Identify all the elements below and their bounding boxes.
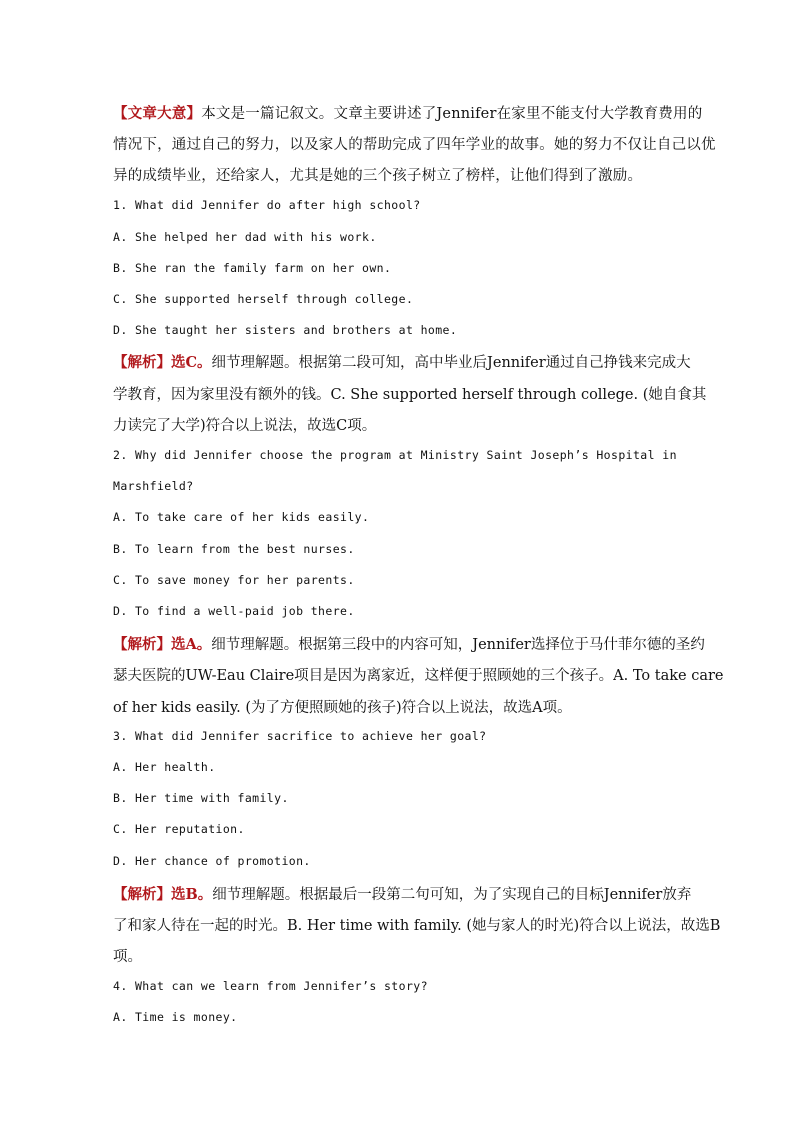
question-4-stem: 4. What can we learn from Jennifer’s story? xyxy=(113,979,428,993)
question-3-analysis-line-1 xyxy=(113,883,691,904)
question-3-option-b: B. Her time with family. xyxy=(113,791,289,805)
question-2-analysis-line-2: 瑟夫医院的UW-Eau Claire项目是因为离家近，这样便于照顾她的三个孩子。A. To take care xyxy=(113,668,724,684)
question-3-analysis-line-3: 项。 xyxy=(113,949,142,965)
question-1-option-b: B. She ran the family farm on her own. xyxy=(113,261,392,275)
analysis-tag: 【解析】 xyxy=(113,354,171,371)
summary-tag: 【文章大意】 xyxy=(113,105,202,122)
analysis-tag: 【解析】 xyxy=(113,886,171,903)
analysis-text: 细节理解题。根据第二段可知，高中毕业后Jennifer通过自己挣钱来完成大 xyxy=(211,355,691,371)
analysis-text: 细节理解题。根据第三段中的内容可知，Jennifer选择位于马什菲尔德的圣约 xyxy=(211,637,705,653)
answer-label: 选C。 xyxy=(171,354,212,371)
question-1-analysis-line-3: 力读完了大学)符合以上说法，故选C项。 xyxy=(113,418,377,434)
question-1-stem: 1. What did Jennifer do after high school? xyxy=(113,198,421,212)
summary-line-1 xyxy=(113,102,702,123)
answer-label: 选B。 xyxy=(171,886,213,903)
question-3-option-a: A. Her health. xyxy=(113,760,216,774)
analysis-text: 细节理解题。根据最后一段第二句可知，为了实现自己的目标Jennifer放弃 xyxy=(212,887,692,903)
question-2-option-c: C. To save money for her parents. xyxy=(113,573,355,587)
question-4-option-a: A. Time is money. xyxy=(113,1010,238,1024)
answer-label: 选A。 xyxy=(171,636,212,653)
question-1-analysis-line-1 xyxy=(113,351,691,372)
summary-line-2: 情况下，通过自己的努力，以及家人的帮助完成了四年学业的故事。她的努力不仅让自己以优 xyxy=(113,137,716,153)
question-2-analysis-line-1 xyxy=(113,633,705,654)
question-2-option-d: D. To find a well-paid job there. xyxy=(113,604,355,618)
question-1-analysis-line-2: 学教育，因为家里没有额外的钱。C. She supported herself through college. (她自食其 xyxy=(113,387,707,403)
question-3-option-c: C. Her reputation. xyxy=(113,822,245,836)
question-1-option-c: C. She supported herself through college. xyxy=(113,292,414,306)
question-2-option-a: A. To take care of her kids easily. xyxy=(113,510,370,524)
question-3-stem: 3. What did Jennifer sacrifice to achieve her goal? xyxy=(113,729,487,743)
question-2-option-b: B. To learn from the best nurses. xyxy=(113,542,355,556)
summary-line-3: 异的成绩毕业，还给家人，尤其是她的三个孩子树立了榜样，让他们得到了激励。 xyxy=(113,168,643,184)
question-1-option-d: D. She taught her sisters and brothers at home. xyxy=(113,323,458,337)
analysis-tag: 【解析】 xyxy=(113,636,171,653)
question-3-option-d: D. Her chance of promotion. xyxy=(113,854,311,868)
question-2-analysis-line-3: of her kids easily. (为了方便照顾她的孩子)符合以上说法，故选A项。 xyxy=(113,700,572,716)
question-2-stem-line-2: Marshfield? xyxy=(113,479,194,493)
question-3-analysis-line-2: 了和家人待在一起的时光。B. Her time with family. (她与家人的时光)符合以上说法，故选B xyxy=(113,918,721,934)
summary-text-1: 本文是一篇记叙文。文章主要讲述了Jennifer在家里不能支付大学教育费用的 xyxy=(201,106,703,122)
question-1-option-a: A. She helped her dad with his work. xyxy=(113,230,377,244)
question-2-stem-line-1: 2. Why did Jennifer choose the program at Ministry Saint Joseph’s Hospital in xyxy=(113,448,677,462)
